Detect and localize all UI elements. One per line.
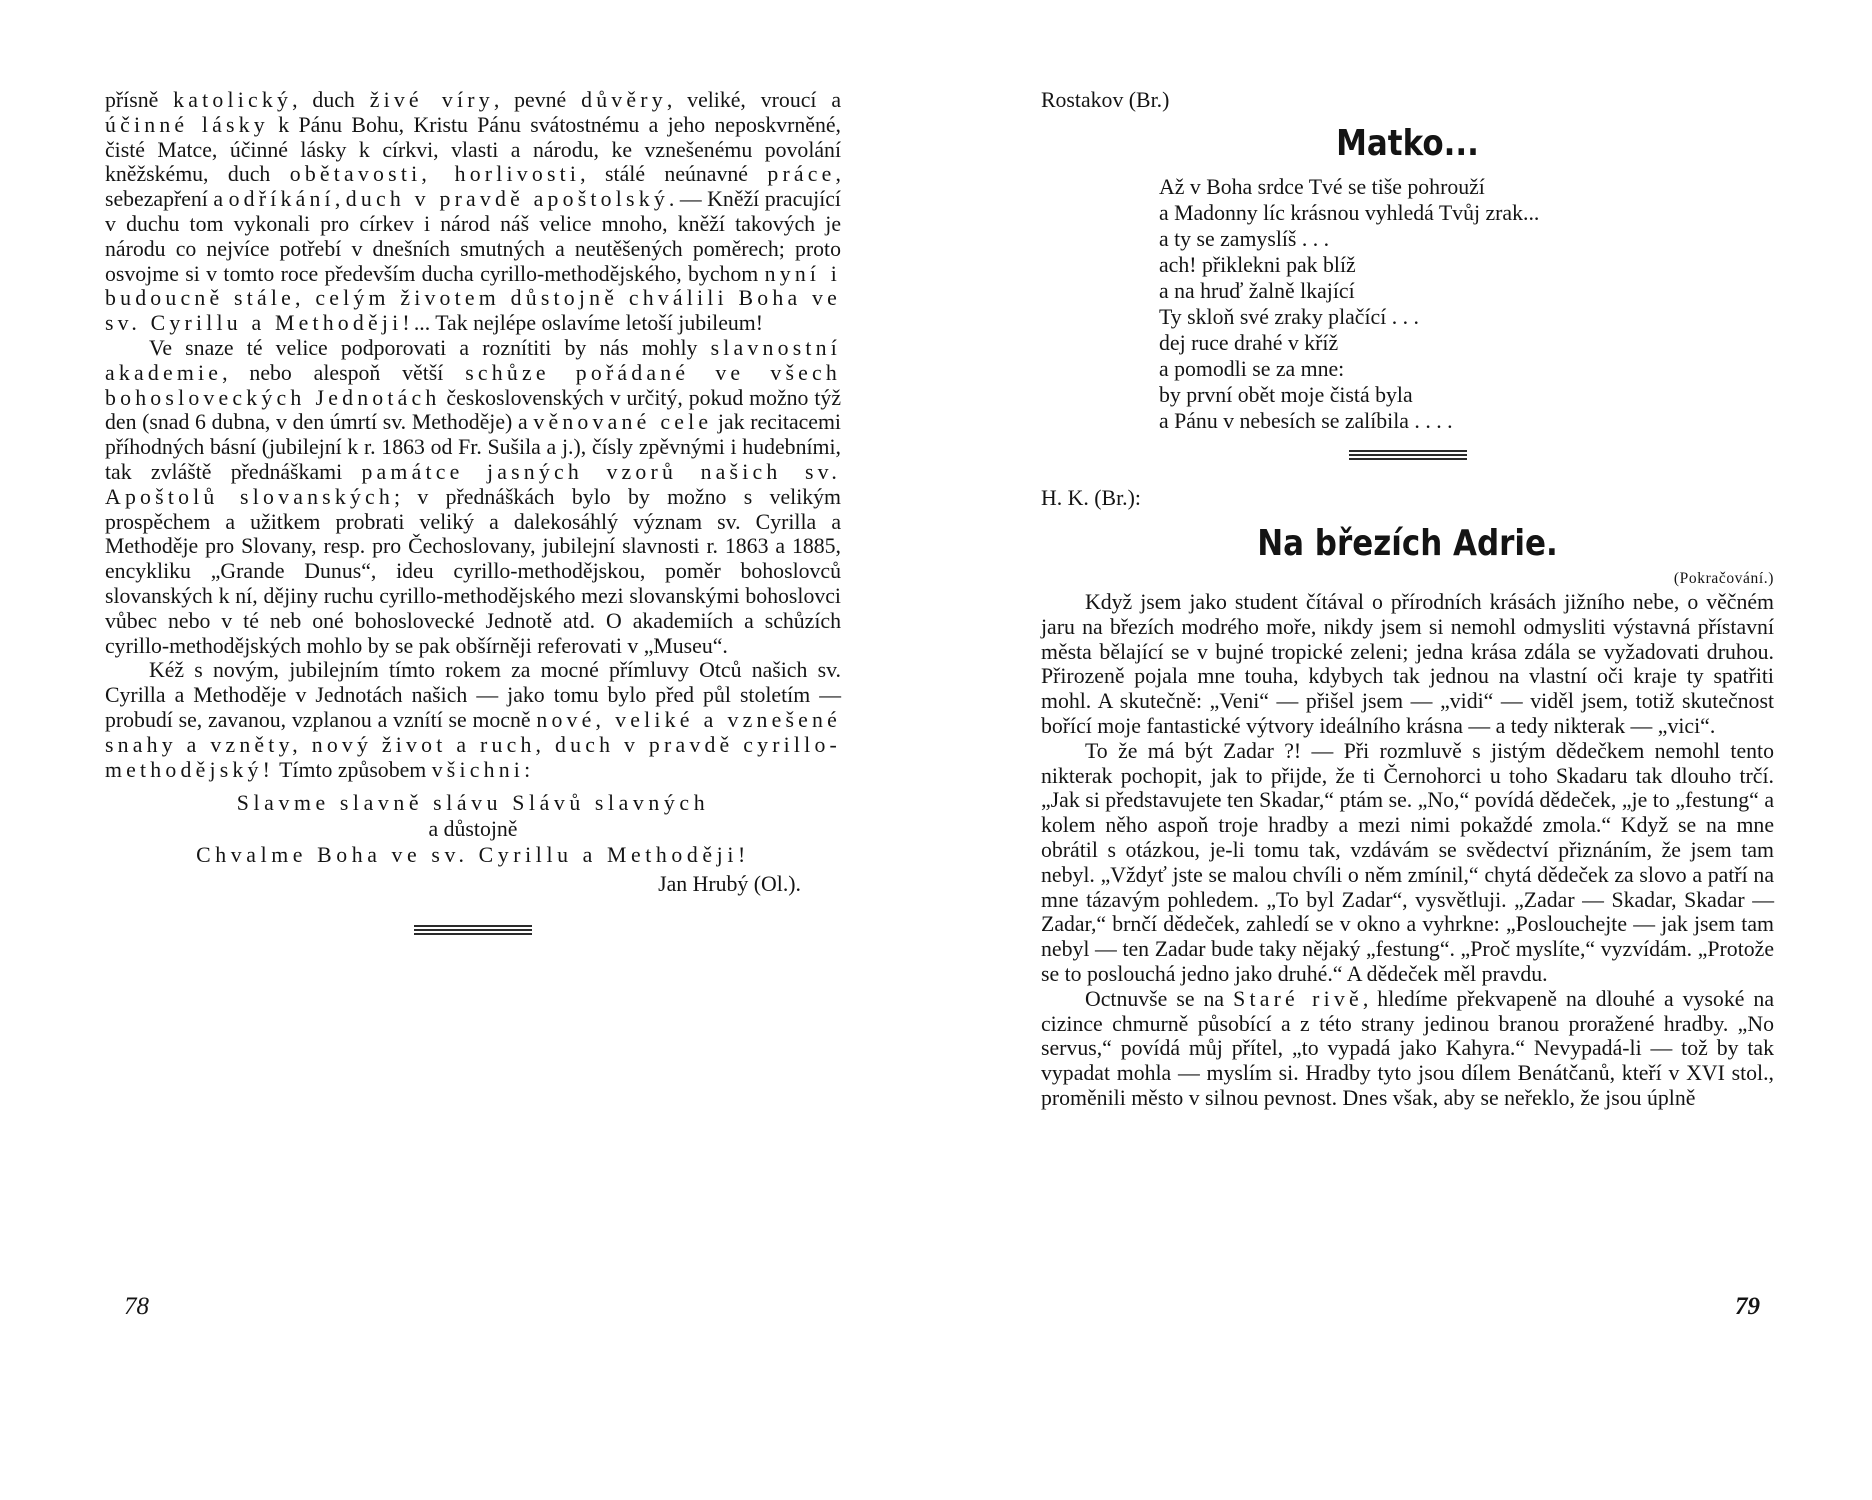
text-run: , sebezapření a xyxy=(105,162,841,212)
left-text-column xyxy=(105,88,841,937)
section-divider xyxy=(1349,450,1467,460)
poem-lines xyxy=(1159,174,1774,434)
poem-line: Až v Boha srdce Tvé se tiše pohrouží xyxy=(1159,175,1485,199)
text-run: ... Tak nejlépe oslavíme letoší jubileum! xyxy=(413,311,764,336)
emphasized-text: věnované cele xyxy=(533,410,713,435)
paragraph-3 xyxy=(105,658,841,782)
emphasized-text: nové, veliké a vznešené snahy a vzněty, nový život a ruch, duch v pravdě cyrillo-methodějský! xyxy=(105,707,841,782)
section-divider xyxy=(414,925,532,935)
poem-title: Matko... xyxy=(1336,123,1479,164)
right-page xyxy=(936,0,1872,1500)
emphasized-text: schůze pořádané ve všech bohosloveckých Jednotách xyxy=(105,360,841,410)
article-title: Na březích Adrie. xyxy=(1257,523,1558,564)
emphasized-text: účinné lásky xyxy=(105,112,269,137)
poem-line: a na hruď žalně lkající xyxy=(1159,279,1355,303)
text-run: Octnuvše se na xyxy=(1085,986,1234,1011)
poem-line: a pomodli se za mne: xyxy=(1159,357,1345,381)
text-run: , veliké, vroucí a xyxy=(666,88,842,112)
text-run: . — Kněží pracující v duchu tom vykonali pro církev i národ náš velice mnoho, kněží takových je národu co nejvíce potřebí v dnešních smutných a neutěšených poměrech; proto osvojme si v tomto roce především ducha cyrillo-methodějského, bychom xyxy=(105,187,841,286)
verse-line-1: Slavme slavně slávu Slávů slavných xyxy=(236,791,710,816)
emphasized-text: slavnostní akademie xyxy=(105,335,841,385)
emphasized-text: katolický xyxy=(173,88,293,112)
emphasized-text: obětavosti, horlivosti xyxy=(289,162,581,187)
text-run: , nebo alespoň větší xyxy=(222,360,466,385)
text-run: Kéž s novým, jubilejním tímto rokem za mocné přímluvy Otců našich sv. Cyrilla a Methoděje v Jednotách našich — jako tomu bylo před půl stoletím — probudí se, zavanou, vzplanou a vznítí se mocně xyxy=(105,658,841,732)
poem-author: Rostakov (Br.) xyxy=(1041,88,1170,112)
article-paragraph-3 xyxy=(1041,987,1774,1111)
emphasized-text: odříkání xyxy=(228,187,335,212)
verse-line-2: a důstojně xyxy=(428,817,518,842)
right-text-column xyxy=(1041,88,1774,1111)
paragraph-2 xyxy=(105,336,841,658)
emphasized-text: Staré rivě xyxy=(1233,986,1363,1011)
article-paragraph-1 xyxy=(1041,590,1774,739)
poem-line: a Madonny líc krásnou vyhledá Tvůj zrak... xyxy=(1159,201,1540,225)
text-run: To že má být Zadar ?! — Při rozmluvě s jistým dědečkem nemohl tento nikterak pochopit, jak to přijde, že ti Černohorci u toho Skadaru tak dlouho trčí. „Jak si představujete ten Skadar,“ ptám se. „No,“ povídá dědeček, „je to „festung“ a kolem něho aspoň troje hradby a mezi nimi pokaždé zmola.“ Když se na mne obrátil s otázkou, je-li tomu tak, vzdávám se svědectví přiznáním, že jsem tam nebyl. „Vždyť jste se malou chvíli o něm zmínil,“ chytá dědeček za slovo a patří na mne tázavým pohledem. „To byl Zadar“, vysvětluji. „Zadar — Skadar, Skadar — Zadar,“ brnčí dědeček, zahledí se v okno a vyhrkne: „Poslouchejte — jak jsem tam nebyl — ten Zadar bude taky nějaký „festung“. „Proč myslíte,“ vyzvídám. „Protože se to poslouchá jedno jako druhé.“ A dědeček měl pravdu. xyxy=(1041,738,1774,986)
emphasized-text: práce xyxy=(767,162,836,187)
article-author: H. K. (Br.): xyxy=(1041,486,1141,510)
text-run: československých v určitý, pokud možno týž den (snad 6 dubna, v den úmrtí sv. Methoděje) a xyxy=(105,385,841,435)
text-run: Když jsem jako student čítával o přírodních krásách jižního nebe, o věčném jaru na březích modrého moře, nikdy jsem si nemohl odmysliti výstavná přístavní města bělající se v bujné tropické zeleni; jedna krása zdála se vyžadovati druhou. Přirozeně pojala mne touha, kdybych tak jednou na vlastní oči kraje ty spatřiti mohl. A skutečně: „Veni“ — přišel jsem — „vidi“ — viděl jsem, totiž skutečnost bořící moje fantastické výtvory ideálního krásna — a tedy nikterak — „vici“. xyxy=(1041,590,1774,738)
article-paragraph-2 xyxy=(1041,739,1774,987)
poem-line: a Pánu v nebesích se zalíbila . . . . xyxy=(1159,409,1453,433)
verse-line-3: Chvalme Boha ve sv. Cyrillu a Methoději! xyxy=(196,843,750,868)
text-run: : xyxy=(524,757,531,782)
paragraph-1 xyxy=(105,88,841,336)
text-run: , stálé neúnavné xyxy=(580,162,768,187)
text-run: ; v přednáškách bylo by možno s velikým prospěchem a užitkem probrati veliký a dalekosáhlý význam sv. Cyrilla a Methoděje pro Slovany, resp. pro Čechoslovany, jubilejní slavnosti r. 1863 a 1885, encykliku „Grande Dunus“, ideu cyrillo-methodějskou, poměr bohoslovců slovanských k ní, dějiny ruchu cyrillo-methodějského mezi slovanskými bohoslovci vůbec nebo v té neb oné bohoslovecké Jednotě atd. O akademiích a schůzích cyrillo-methodějských mohlo by se pak obšírněji referovati v „Museu“. xyxy=(105,484,842,658)
text-run: přísně xyxy=(105,88,174,112)
text-run: Tímto způsobem xyxy=(274,757,432,782)
page-number-right: 79 xyxy=(1735,1293,1760,1320)
continuation-note: (Pokračování.) xyxy=(1673,570,1774,587)
text-run: , hledíme překvapeně na dlouhé a vysoké na cizince chmurně působící a z této strany jedinou branou proražené hradby. „No servus,“ povídá můj přítel, „to vypadá jako Kahyra.“ Nevypadá-li — tož by tak vypadat mohla — myslím si. Hradby tyto jsou dílem Benátčanů, kteří v XVI stol., proměnili město v silnou pevnost. Dnes však, aby se neřeklo, že jsou úplně xyxy=(1041,986,1774,1110)
page-number-left: 78 xyxy=(124,1293,149,1320)
text-run: Ve snaze té velice podporovati a roznítiti by nás mohly xyxy=(149,335,711,360)
closing-verse xyxy=(105,790,841,868)
poem-line: Ty skloň své zraky plačící . . . xyxy=(1159,305,1419,329)
emphasized-text: všichni xyxy=(431,757,525,782)
text-run: jak recitacemi příhodných básní (jubilejní k r. 1863 od Fr. Sušila a j.), čísly zpěvnými i hudebními, tak zvláště přednáškami xyxy=(105,410,841,484)
emphasized-text: nyní i budoucně stále, celým životem důstojně chválili Boha ve sv. Cyrillu a Methoději! xyxy=(105,261,842,336)
poem-line: by první obět moje čistá byla xyxy=(1159,383,1413,407)
poem-line: a ty se zamyslíš . . . xyxy=(1159,227,1330,251)
poem-line: dej ruce drahé v kříž xyxy=(1159,331,1339,355)
text-run: , duch xyxy=(292,88,370,112)
text-run: k Pánu Bohu, Kristu Pánu svátostnému a jeho neposkvrněné, čisté Matce, účinné lásky k církvi, vlasti a národu, ke vznešenému povolání kněžskému, duch xyxy=(105,112,841,187)
emphasized-text: duch v pravdě apoštolský xyxy=(345,187,669,212)
signature: Jan Hrubý (Ol.). xyxy=(658,872,801,897)
text-run: , pevné xyxy=(493,88,582,112)
emphasized-text: živé víry xyxy=(369,88,494,112)
poem-line: ach! přiklekni pak blíž xyxy=(1159,253,1356,277)
emphasized-text: památce jasných vzorů našich sv. Apoštolů slovanských xyxy=(105,459,841,509)
text-run: , xyxy=(334,187,346,212)
emphasized-text: důvěry xyxy=(581,88,667,112)
